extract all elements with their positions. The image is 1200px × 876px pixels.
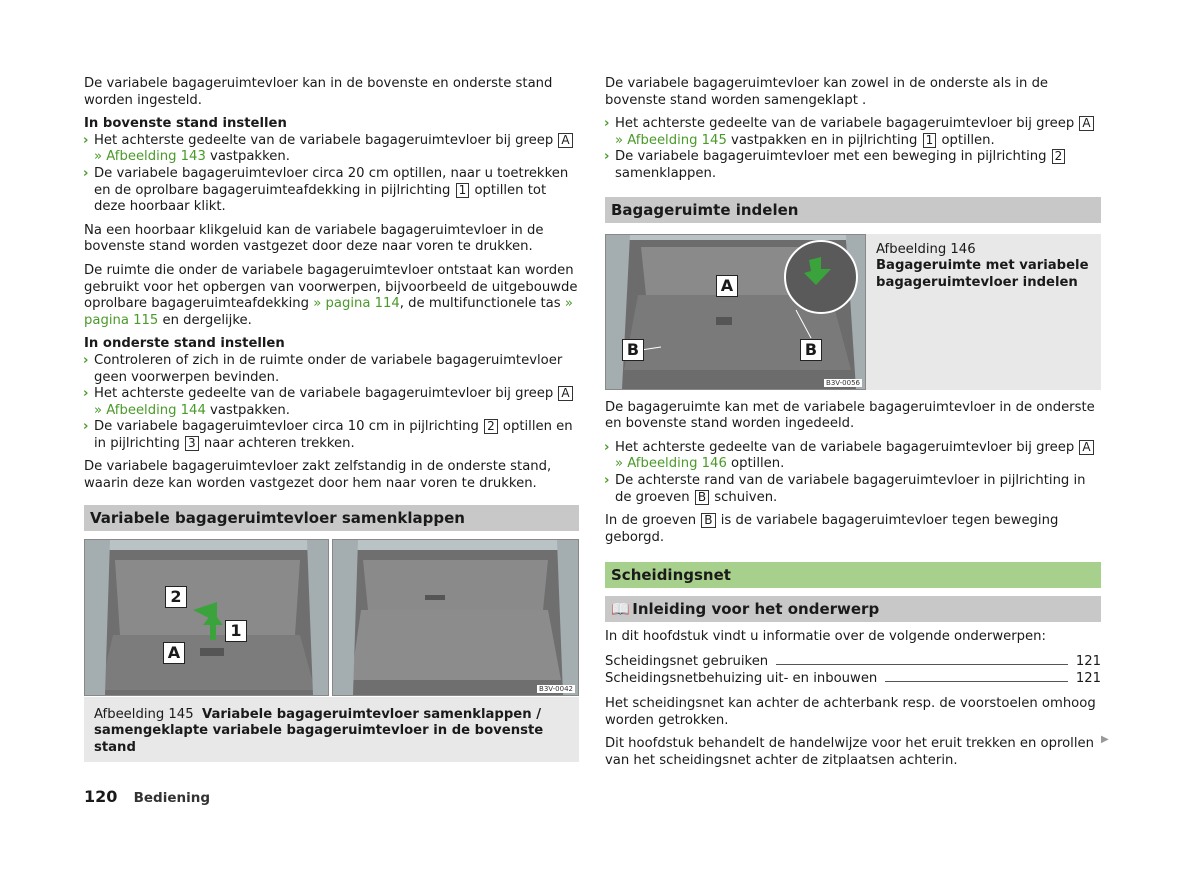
chevron-right-icon: › xyxy=(604,439,610,455)
step: › De variabele bagageruimtevloer circa 20 cm optillen, naar u toetrekken en de oprolbare bagageruimteafdekking in pijlrichting 1 optillen tot deze hoorbaar klikt. xyxy=(83,165,569,215)
label-box: A xyxy=(1079,440,1093,455)
callout-label: B xyxy=(800,339,822,361)
trunk-illustration xyxy=(333,540,578,695)
figure-caption: Afbeelding 145 Variabele bagageruimtevloer samenklappen / samengeklapte variabele bagageruimtevloer in de bovenste stand xyxy=(84,697,579,763)
figure-code: B3V-0042 xyxy=(539,684,573,693)
paragraph: De bagageruimte kan met de variabele bagageruimtevloer in de onderste en bovenste stand worden ingedeeld. xyxy=(605,399,1095,432)
toc-row[interactable]: Scheidingsnet gebruiken 121 xyxy=(605,653,1101,669)
step: › Controleren of zich in de ruimte onder de variabele bagageruimtevloer geen voorwerpen bevinden. xyxy=(83,352,563,385)
chevron-right-icon: › xyxy=(83,386,89,402)
figure-link[interactable]: » Afbeelding 146 xyxy=(615,456,727,472)
paragraph: Na een hoorbaar klikgeluid kan de variabele bagageruimtevloer in de bovenste stand worden vastgezet door deze naar voren te drukken. xyxy=(84,222,544,255)
step: › De variabele bagageruimtevloer circa 10 cm in pijlrichting 2 optillen en in pijlrichting 3 naar achteren trekken. xyxy=(83,419,573,451)
section-heading: Bagageruimte indelen xyxy=(605,197,1101,223)
section-heading: Scheidingsnet xyxy=(605,562,1101,588)
label-box: 1 xyxy=(923,133,937,148)
figure-146-caption: Afbeelding 146 Bagageruimte met variabele bagageruimtevloer indelen xyxy=(876,241,1089,290)
paragraph: De variabele bagageruimtevloer kan in de bovenste en onderste stand worden ingesteld. xyxy=(84,76,553,108)
figure-146-image xyxy=(605,234,866,390)
figure-145-image-right xyxy=(332,539,579,696)
label-box: A xyxy=(558,133,572,148)
chevron-right-icon: › xyxy=(83,165,89,181)
step: › Het achterste gedeelte van de variabele bagageruimtevloer bij greep A » Afbeelding 143 vastpakken. xyxy=(84,133,579,166)
step: › De achterste rand van de variabele bagageruimtevloer in pijlrichting in de groeven B schuiven. xyxy=(604,472,1086,505)
trunk-illustration xyxy=(85,540,328,695)
section-heading: Variabele bagageruimtevloer samenklappen xyxy=(84,505,579,531)
step: › De variabele bagageruimtevloer met een beweging in pijlrichting 2 samenklappen. xyxy=(605,149,1101,182)
triangle-right-icon: ▶ xyxy=(1101,734,1109,745)
paragraph: De variabele bagageruimtevloer kan zowel in de onderste als in de bovenste stand worden samengeklapt . xyxy=(605,76,1049,108)
book-icon: 📖 xyxy=(611,600,630,619)
callout-label: 2 xyxy=(165,586,187,608)
figure-link[interactable]: » Afbeelding 143 xyxy=(94,149,206,165)
step: › Het achterste gedeelte van de variabele bagageruimtevloer bij greep A » Afbeelding 146 optillen. xyxy=(605,440,1101,473)
figure-145 xyxy=(84,539,579,697)
page-link[interactable]: » pagina 115 xyxy=(84,296,573,328)
callout-label: B xyxy=(622,339,644,361)
label-box: 1 xyxy=(456,183,470,198)
chevron-right-icon: › xyxy=(83,352,89,368)
label-box: 3 xyxy=(185,436,199,451)
label-box: A xyxy=(558,386,572,401)
paragraph: De ruimte die onder de variabele bagageruimtevloer ontstaat kan worden gebruikt voor het opbergen van voorwerpen, bijvoorbeeld de uitgebouwde oprolbare bagageruimteafdekking » pagina 114, de multifunctionele tas » pagina 115 en dergelijke. xyxy=(84,262,578,328)
page-number: 120 xyxy=(84,787,118,806)
label-box: 2 xyxy=(484,419,498,434)
right-column xyxy=(605,76,1101,776)
paragraph: De variabele bagageruimtevloer zakt zelfstandig in de onderste stand, waarin deze kan worden vastgezet door hem naar voren te drukken. xyxy=(84,459,552,492)
toc xyxy=(605,653,1101,687)
chevron-right-icon: › xyxy=(83,419,89,435)
subsection-heading: 📖 Inleiding voor het onderwerp xyxy=(605,596,1101,622)
section-name: Bediening xyxy=(133,790,211,806)
label-box: A xyxy=(1079,116,1093,131)
paragraph: Het scheidingsnet kan achter de achterbank resp. de voorstoelen omhoog worden getrokken. xyxy=(605,695,1096,728)
toc-row[interactable]: Scheidingsnetbehuizing uit- en inbouwen 121 xyxy=(605,670,1101,686)
label-box: B xyxy=(701,513,715,528)
paragraph: Dit hoofdstuk behandelt de handelwijze voor het eruit trekken en oprollen van het scheidingsnet achter de zitplaatsen achterin. xyxy=(605,736,1094,768)
figure-146 xyxy=(605,234,1101,390)
step: › Het achterste gedeelte van de variabele bagageruimtevloer bij greep A » Afbeelding 145 vastpakken en in pijlrichting 1 optillen. xyxy=(605,116,1101,149)
callout-label: A xyxy=(716,275,738,297)
chevron-right-icon: › xyxy=(83,132,89,148)
figure-link[interactable]: » Afbeelding 145 xyxy=(615,132,727,148)
label-box: 2 xyxy=(1052,149,1066,164)
label-box: B xyxy=(695,490,709,505)
subheading: In bovenste stand instellen xyxy=(84,116,287,132)
left-column xyxy=(84,76,579,762)
figure-145-image-left xyxy=(84,539,329,696)
paragraph: In dit hoofdstuk vindt u informatie over de volgende onderwerpen: xyxy=(605,629,1046,645)
paragraph: In de groeven B is de variabele bagageruimtevloer tegen beweging geborgd. xyxy=(605,513,1059,545)
trunk-illustration xyxy=(606,235,865,389)
subheading: In onderste stand instellen xyxy=(84,336,285,352)
page-link[interactable]: » pagina 114 xyxy=(313,296,400,312)
chevron-right-icon: › xyxy=(604,116,610,132)
figure-link[interactable]: » Afbeelding 144 xyxy=(94,402,206,418)
callout-label: A xyxy=(163,642,185,664)
chevron-right-icon: › xyxy=(604,472,610,488)
step: › Het achterste gedeelte van de variabele bagageruimtevloer bij greep A » Afbeelding 144 vastpakken. xyxy=(84,386,579,419)
callout-label: 1 xyxy=(225,620,247,642)
page-footer xyxy=(84,787,210,806)
figure-code: B3V-0056 xyxy=(826,378,860,387)
chevron-right-icon: › xyxy=(604,149,610,165)
